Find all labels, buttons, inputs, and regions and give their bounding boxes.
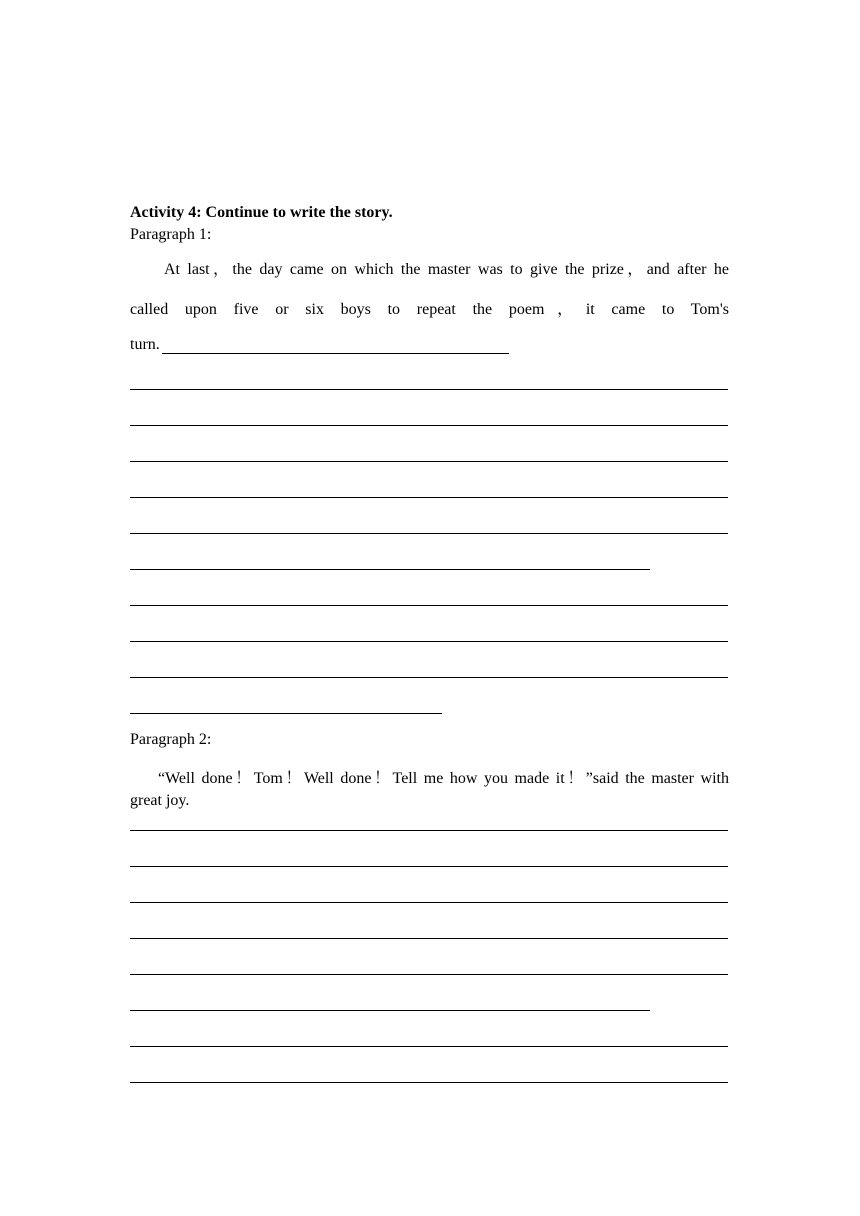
paragraph-2-answer-line[interactable] xyxy=(130,938,728,939)
paragraph-2-answer-line[interactable] xyxy=(130,974,728,975)
paragraph-1-answer-line[interactable] xyxy=(130,641,728,642)
paragraph-2-answer-line[interactable] xyxy=(130,830,728,831)
paragraph-1-answer-line[interactable] xyxy=(130,713,442,714)
activity-title: Activity 4: Continue to write the story. xyxy=(130,204,393,221)
paragraph-2-answer-line[interactable] xyxy=(130,1082,728,1083)
paragraph-1-prompt-line-3: turn. xyxy=(130,336,160,353)
paragraph-1-label: Paragraph 1: xyxy=(130,226,212,243)
paragraph-1-prompt-line-2: called upon five or six boys to repeat the poem，it came to Tom's xyxy=(130,301,729,318)
paragraph-1-answer-line[interactable] xyxy=(130,425,728,426)
paragraph-1-answer-line[interactable] xyxy=(130,497,728,498)
paragraph-1-answer-line[interactable] xyxy=(162,353,509,354)
paragraph-1-answer-line[interactable] xyxy=(130,533,728,534)
paragraph-2-answer-line[interactable] xyxy=(130,1010,650,1011)
paragraph-1-answer-line[interactable] xyxy=(130,605,728,606)
paragraph-1-answer-line[interactable] xyxy=(130,389,728,390)
paragraph-1-prompt-line-1: At last，the day came on which the master was to give the prize，and after he xyxy=(164,261,729,278)
paragraph-1-answer-line[interactable] xyxy=(130,677,728,678)
paragraph-1-answer-line[interactable] xyxy=(130,569,650,570)
paragraph-2-answer-line[interactable] xyxy=(130,902,728,903)
paragraph-2-label: Paragraph 2: xyxy=(130,731,212,748)
paragraph-1-answer-line[interactable] xyxy=(130,461,728,462)
paragraph-2-prompt-line-1: “Well done！Tom！Well done！Tell me how you made it！”said the master with xyxy=(158,770,729,787)
paragraph-2-answer-line[interactable] xyxy=(130,866,728,867)
paragraph-2-prompt-line-2: great joy. xyxy=(130,792,190,809)
paragraph-2-answer-line[interactable] xyxy=(130,1046,728,1047)
